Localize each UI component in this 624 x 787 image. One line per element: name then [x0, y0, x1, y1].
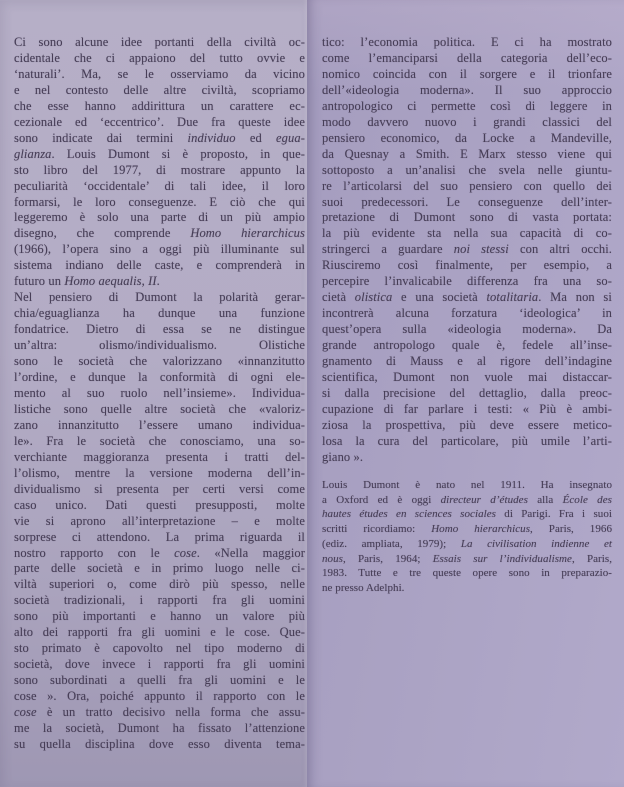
text-line — [14, 721, 305, 737]
italic-text-segment: olistica — [354, 290, 393, 305]
text-line — [14, 593, 305, 609]
text-segment: un’altra: olismo/individualismo. Olistiche — [14, 338, 305, 353]
left-text-column — [14, 35, 305, 753]
text-line — [14, 546, 305, 562]
text-segment: disegno, che comprende — [14, 226, 191, 241]
text-segment: sono le società che valorizzano «innanzitutto — [14, 354, 305, 369]
text-segment: . — [156, 274, 160, 289]
text-segment: stringerci a guardare — [322, 242, 454, 257]
text-line — [14, 418, 305, 434]
text-line — [14, 657, 305, 673]
text-segment: Riusciremo così finalmente, per esempio, a — [322, 258, 612, 273]
text-segment: ne presso Adelphi. — [322, 581, 405, 594]
text-segment: vie si aprono all’interpretazione – e molte — [14, 513, 305, 528]
text-line — [14, 561, 305, 577]
text-line — [322, 274, 612, 290]
italic-text-segment: totalitaria — [486, 290, 539, 305]
text-segment: parte delle società e in primo luogo nelle ci- — [14, 561, 305, 576]
text-segment: (ediz. ampliata, 1979); — [322, 537, 461, 550]
text-segment: cezionale ed ‘eccentrico’. Due fra queste idee — [14, 114, 305, 129]
text-line — [14, 35, 305, 51]
text-segment: formarsi, le loro conseguenze. E ciò che qui — [14, 194, 305, 209]
text-line — [322, 210, 612, 226]
text-line — [14, 179, 305, 195]
text-line — [322, 507, 612, 522]
text-segment: modo davvero nuovo i grandi classici del — [322, 114, 612, 129]
text-line — [322, 35, 612, 51]
text-line — [14, 689, 305, 705]
text-line — [322, 566, 612, 581]
text-segment: incontrerà alcuna forzatura ‘ideologica’ in — [322, 306, 612, 321]
text-segment: , Paris, — [571, 552, 612, 565]
text-segment: leggeremo è solo una parte di un più ampio — [14, 210, 305, 225]
text-segment: chia/eguaglianza ha dunque una funzione — [14, 306, 305, 321]
text-line — [14, 498, 305, 514]
text-line — [14, 514, 305, 530]
text-line — [322, 338, 612, 354]
text-line — [322, 450, 612, 466]
text-segment: sottoposto a un’analisi che svela nelle giuntu- — [322, 162, 612, 177]
italic-text-segment: glianza — [14, 146, 52, 161]
text-line — [14, 147, 305, 163]
text-segment: sono subordinati a quelli fra gli uomini e le — [14, 673, 305, 688]
text-segment: a Oxford ed è oggi — [322, 493, 441, 506]
italic-text-segment: Homo hierarchicus — [431, 523, 531, 536]
text-segment: la più evidente sta nella sua capacità di co- — [322, 226, 612, 241]
text-segment: percepire l’invalicabile differenza fra una so- — [322, 274, 612, 289]
text-segment: le». Fra le società che conosciamo, una so- — [14, 433, 305, 448]
text-segment: peculiarità ‘occidentale’ di tali idee, il loro — [14, 178, 305, 193]
text-segment: dividualismo si presenta per certi versi come — [14, 481, 305, 496]
text-line — [322, 493, 612, 508]
text-line — [322, 51, 612, 67]
text-line — [322, 552, 612, 567]
text-segment: caso unico. Dati questi presupposti, molte — [14, 497, 305, 512]
text-segment: sono più importanti e hanno un valore più — [14, 609, 305, 624]
text-line — [14, 466, 305, 482]
text-line — [322, 418, 612, 434]
italic-text-segment: noi stessi — [453, 242, 509, 257]
text-segment: con altri occhi. — [508, 242, 612, 257]
text-segment: cietà — [322, 290, 355, 305]
text-line — [14, 434, 305, 450]
text-line — [322, 354, 612, 370]
text-line — [322, 163, 612, 179]
text-line — [14, 450, 305, 466]
text-segment: , Paris, 1964; — [342, 552, 433, 565]
text-line — [14, 226, 305, 242]
text-segment: viltà superiori o, come dirò più spesso, nelle — [14, 577, 305, 592]
text-line — [322, 179, 612, 195]
text-segment: pretazione di Dumont sono di vasta portata: — [322, 210, 612, 225]
text-segment: e nel contesto delle altre civiltà, scopriamo — [14, 82, 305, 97]
text-segment: quest’opera sulla «ideologia moderna». Da — [322, 322, 612, 337]
text-segment: cose ». Ora, poiché appunto il rapporto con le — [14, 689, 305, 704]
text-segment: tico: l’economia politica. E ci ha mostrato — [322, 35, 612, 49]
italic-text-segment: École des — [562, 493, 613, 506]
text-segment: me la società, Dumont ha fissato l’attenzione — [14, 720, 305, 735]
text-segment: l’ordine, e dunque la conformità di ogni ele- — [14, 370, 305, 385]
text-line — [322, 322, 612, 338]
text-line — [14, 705, 305, 721]
text-segment: che esse hanno addirittura un carattere ec- — [14, 98, 305, 113]
text-line — [14, 115, 305, 131]
text-line — [14, 354, 305, 370]
text-line — [322, 522, 612, 537]
text-segment: grande antropologo quale è, fedele all’inse- — [322, 338, 612, 353]
text-line — [14, 83, 305, 99]
text-segment: Louis Dumont è nato nel 1911. Ha insegnato — [322, 479, 612, 491]
text-segment: cupazione di far parlare i testi: « Più è ambi- — [322, 401, 612, 416]
text-segment: pensiero economico, da Locke a Mandeville, — [322, 130, 612, 145]
text-segment: è un tratto decisivo nella forma che assu- — [36, 705, 305, 720]
text-segment: 1983. Tutte e tre queste opere sono in preparazio- — [322, 567, 612, 580]
text-line — [14, 306, 305, 322]
text-segment: ziosa la prospettiva, più deve essere metico- — [322, 417, 612, 432]
italic-text-segment: La civilisation indienne et — [460, 537, 613, 550]
text-segment: , Paris, 1966 — [530, 523, 612, 536]
text-segment: alla — [527, 493, 563, 506]
text-line — [14, 370, 305, 386]
italic-text-segment: Essais sur l’individualisme — [432, 552, 572, 565]
text-segment: ‘naturali’. Ma, se le osserviamo da vicino — [14, 66, 305, 81]
text-line — [14, 625, 305, 641]
text-line — [322, 537, 612, 552]
italic-text-segment: cose — [14, 705, 37, 720]
text-segment: Nel pensiero di Dumont la polarità gerar- — [14, 290, 305, 305]
italic-text-segment: cose — [174, 545, 197, 560]
text-segment: sto primato è capovolto nel tipo moderno di — [14, 641, 305, 656]
text-line — [14, 338, 305, 354]
text-segment: l’olismo, mentre la versione moderna dell’in- — [14, 465, 305, 480]
text-line — [14, 195, 305, 211]
text-line — [322, 242, 612, 258]
text-line — [322, 478, 612, 493]
left-page — [0, 0, 307, 787]
text-line — [322, 83, 612, 99]
text-segment: listiche sono quelle altre società che «valoriz- — [14, 401, 305, 416]
text-segment: e una società — [392, 290, 487, 305]
text-line — [322, 67, 612, 83]
text-line — [322, 258, 612, 274]
text-segment: giano ». — [322, 449, 364, 464]
text-segment: futuro un — [14, 274, 65, 289]
text-segment: losa la cura del particolare, più umile l’arti- — [322, 433, 612, 448]
text-segment: società, dove invece i rapporti fra gli uomini — [14, 657, 305, 672]
text-segment: su quella disciplina dove esso diventa tema- — [14, 736, 305, 751]
text-line — [14, 673, 305, 689]
text-line — [14, 274, 305, 290]
right-text-column — [322, 35, 612, 466]
text-line — [14, 482, 305, 498]
text-segment: sto libro del 1977, di mostrare appunto la — [14, 162, 305, 177]
text-segment: come l’emanciparsi della categoria dell’eco- — [322, 50, 612, 65]
italic-text-segment: Homo aequalis, II — [64, 274, 157, 289]
text-line — [14, 242, 305, 258]
text-segment: . «Nella maggior — [196, 545, 306, 560]
text-line — [14, 322, 305, 338]
italic-text-segment: individuo — [187, 130, 236, 145]
text-segment: alto dei rapporti fra gli uomini e le cose. Que- — [14, 625, 305, 640]
text-segment: di Parigi. Fra i suoi — [496, 508, 612, 521]
text-segment: società tradizionali, i rapporti fra gli uomini — [14, 593, 305, 608]
text-line — [14, 67, 305, 83]
text-line — [322, 434, 612, 450]
text-line — [14, 99, 305, 115]
text-segment: nostro rapporto con le — [14, 545, 175, 560]
text-line — [14, 163, 305, 179]
text-line — [14, 609, 305, 625]
text-line — [322, 402, 612, 418]
text-segment: zano innanzitutto l’essere umano individua- — [14, 417, 305, 432]
italic-text-segment: Homo hierarchicus — [190, 226, 305, 241]
text-line — [322, 290, 612, 306]
text-segment: . Louis Dumont si è proposto, in que- — [51, 146, 305, 161]
text-line — [322, 115, 612, 131]
text-line — [14, 402, 305, 418]
text-segment: mento al suo ruolo nell’insieme». Individua- — [14, 385, 305, 400]
text-line — [322, 195, 612, 211]
text-segment: (1966), l’opera sino a oggi più illuminante sul — [14, 242, 305, 257]
text-segment: re l’articolarsi del suo pensiero con quello dei — [322, 178, 612, 193]
text-line — [322, 147, 612, 163]
text-segment: sorprese ci attendono. La prima riguarda il — [14, 529, 305, 544]
text-segment: scientifica, Dumont non vuole mai distaccar- — [322, 370, 612, 385]
italic-text-segment: hautes études en sciences sociales — [322, 508, 496, 521]
text-segment: sistema indiano delle caste, e comprenderà in — [14, 258, 305, 273]
text-segment: antropologico ci permette così di leggere in — [322, 98, 612, 113]
text-line — [14, 51, 305, 67]
italic-text-segment: nous — [322, 552, 343, 565]
text-segment: Ci sono alcune idee portanti della civiltà oc- — [14, 35, 305, 49]
text-segment: dell’«ideologia moderna». Il suo approccio — [322, 82, 612, 97]
text-segment: si dalla precisione del dettaglio, dalla preoc- — [322, 385, 612, 400]
text-line — [14, 258, 305, 274]
text-line — [322, 99, 612, 115]
text-line — [14, 641, 305, 657]
text-line — [322, 226, 612, 242]
text-segment: nomico coincida con il sorgere e il trionfare — [322, 66, 612, 81]
text-line — [322, 386, 612, 402]
text-line — [14, 530, 305, 546]
text-segment: fondatrice. Dietro di essa se ne distingue — [14, 322, 305, 337]
text-segment: . Ma non si — [538, 290, 612, 305]
text-segment: verchiante maggioranza presenta i tratti del- — [14, 449, 305, 464]
text-line — [14, 131, 305, 147]
italic-text-segment: egua- — [276, 130, 305, 145]
text-segment: scritti ricordiamo: — [322, 523, 432, 536]
text-line — [14, 290, 305, 306]
text-segment: gnamento di Mauss e al rigore dell’indagine — [322, 354, 612, 369]
text-segment: sono indicate dai termini — [14, 130, 188, 145]
text-line — [14, 737, 305, 753]
text-line — [322, 370, 612, 386]
text-line — [14, 577, 305, 593]
text-line — [14, 386, 305, 402]
text-line — [322, 131, 612, 147]
text-line — [14, 210, 305, 226]
text-line — [322, 581, 612, 596]
text-segment: cidentale che ci appaiono del tutto ovvie e — [14, 50, 305, 65]
text-segment: suoi predecessori. Le conseguenze dell’inter- — [322, 194, 612, 209]
text-segment: da Quesnay a Smith. E Marx stesso viene qui — [322, 146, 612, 161]
right-page — [307, 0, 624, 787]
italic-text-segment: directeur d’études — [440, 493, 528, 506]
text-segment: ed — [235, 130, 277, 145]
author-bio-note — [322, 478, 612, 596]
text-line — [322, 306, 612, 322]
